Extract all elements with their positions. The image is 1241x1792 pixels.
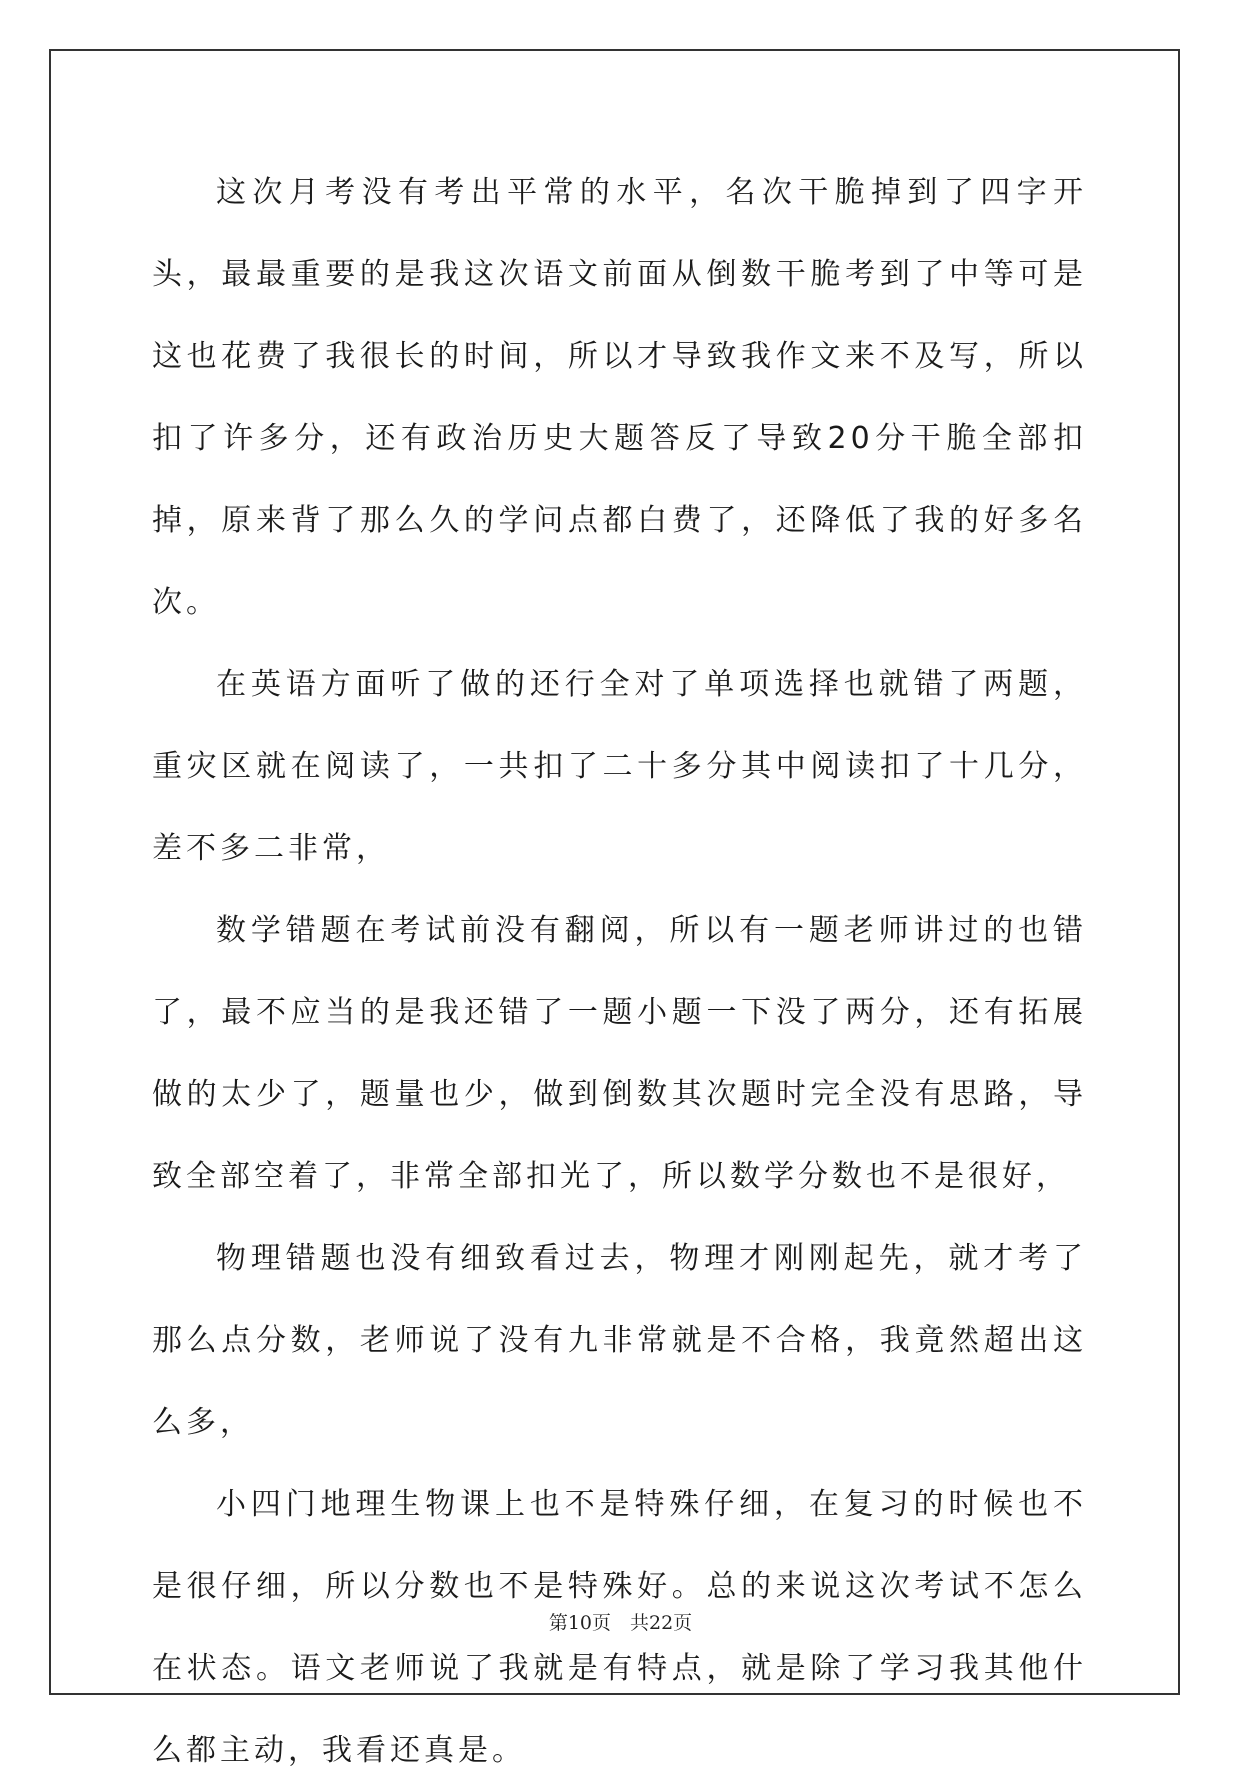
paragraph-5: 小四门地理生物课上也不是特殊仔细，在复习的时候也不是很仔细，所以分数也不是特殊好。总的来说这次考试不怎么在状态。语文老师说了我就是有特点，就是除了学习我其他什么都主动，我看还真是。 <box>152 1487 1087 1768</box>
paragraph-2: 在英语方面听了做的还行全对了单项选择也就错了两题，重灾区就在阅读了，一共扣了二十多分其中阅读扣了十几分，差不多二非常， <box>152 667 1087 866</box>
paragraph-4: 物理错题也没有细致看过去，物理才刚刚起先，就才考了那么点分数，老师说了没有九非常就是不合格，我竟然超出这么多， <box>152 1241 1087 1440</box>
page-number-footer: 第10页 共22页 <box>548 1612 693 1634</box>
paragraph-1: 这次月考没有考出平常的水平，名次干脆掉到了四字开头，最最重要的是我这次语文前面从倒数干脆考到了中等可是这也花费了我很长的时间，所以才导致我作文来不及写，所以扣了许多分，还有政治历史大题答反了导致20分干脆全部扣掉，原来背了那么久的学问点都白费了，还降低了我的好多名次。 <box>152 175 1087 620</box>
document-body <box>152 152 1087 1792</box>
paragraph-3: 数学错题在考试前没有翻阅，所以有一题老师讲过的也错了，最不应当的是我还错了一题小题一下没了两分，还有拓展做的太少了，题量也少，做到倒数其次题时完全没有思路，导致全部空着了，非常全部扣光了，所以数学分数也不是很好， <box>152 913 1087 1194</box>
